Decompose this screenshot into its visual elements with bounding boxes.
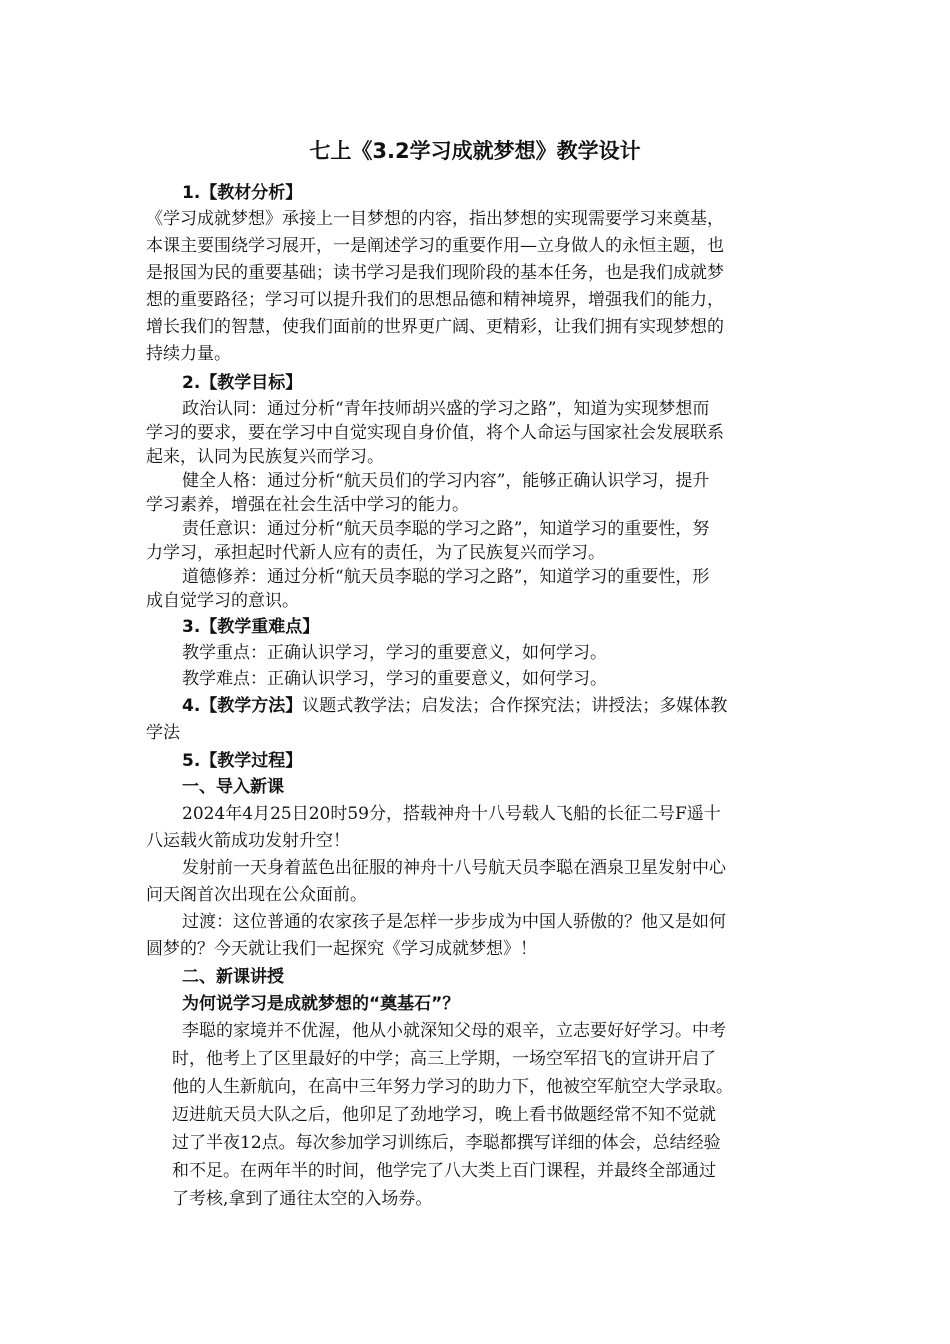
paragraph-line: 教学难点：正确认识学习，学习的重要意义，如何学习。 [182,669,607,689]
paragraph-line: 了考核,拿到了通往太空的入场券。 [172,1189,433,1209]
paragraph-line: 持续力量。 [146,344,231,364]
paragraph-line: 责任意识：通过分析“航天员李聪的学习之路”，知道学习的重要性，努 [182,519,710,539]
teaching-methods-text: 议题式教学法；启发法；合作探究法；讲授法；多媒体教 [302,696,728,716]
subheading-introduction: 一、导入新课 [182,777,284,797]
paragraph-line: 八运载火箭成功发射升空！ [146,831,350,851]
paragraph-line: 和不足。在两年半的时间，他学完了八大类上百门课程，并最终全部通过 [172,1161,716,1181]
section-heading-key-difficult-points: 3.【教学重难点】 [182,617,320,637]
document-title: 七上《3.2学习成就梦想》教学设计 [309,139,641,163]
paragraph-line: 道德修养：通过分析“航天员李聪的学习之路”，知道学习的重要性，形 [182,567,710,587]
paragraph-line: 过渡：这位普通的农家孩子是怎样一步步成为中国人骄傲的？他又是如何 [182,912,726,932]
paragraph-line: 教学重点：正确认识学习，学习的重要意义，如何学习。 [182,643,607,663]
paragraph-line: 是报国为民的重要基础；读书学习是我们现阶段的基本任务，也是我们成就梦 [146,263,724,283]
paragraph-line: 政治认同：通过分析“青年技师胡兴盛的学习之路”，知道为实现梦想而 [182,399,710,419]
paragraph-line: 问天阁首次出现在公众面前。 [146,885,367,905]
paragraph-line: 成自觉学习的意识。 [146,591,299,611]
paragraph-line: 学习的要求，要在学习中自觉实现自身价值，将个人命运与国家社会发展联系 [146,423,724,443]
paragraph-line: 过了半夜12点。每次参加学习训练后，李聪都撰写详细的体会，总结经验 [172,1133,721,1153]
section-heading-teaching-methods [182,693,727,719]
paragraph-line: 迈进航天员大队之后，他卯足了劲地学习，晚上看书做题经常不知不觉就 [172,1105,716,1125]
paragraph-line: 《学习成就梦想》承接上一目梦想的内容，指出梦想的实现需要学习来奠基， [146,209,724,229]
section-heading-teaching-process: 5.【教学过程】 [182,751,303,771]
question-heading: 为何说学习是成就梦想的“奠基石”？ [182,994,460,1014]
subheading-new-lesson: 二、新课讲授 [182,967,284,987]
section-heading-teaching-goals: 2.【教学目标】 [182,373,303,393]
paragraph-line: 学习素养，增强在社会生活中学习的能力。 [146,495,469,515]
paragraph-line: 学法 [146,723,180,743]
paragraph-line: 起来，认同为民族复兴而学习。 [146,447,384,467]
section-heading-textbook-analysis: 1.【教材分析】 [182,183,303,203]
paragraph-line: 时，他考上了区里最好的中学；高三上学期，一场空军招飞的宣讲开启了 [172,1049,716,1069]
paragraph-line: 2024年4月25日20时59分，搭载神舟十八号载人飞船的长征二号F遥十 [182,804,721,824]
paragraph-line: 本课主要围绕学习展开，一是阐述学习的重要作用—立身做人的永恒主题，也 [146,236,724,256]
paragraph-line: 力学习，承担起时代新人应有的责任，为了民族复兴而学习。 [146,543,605,563]
paragraph-line: 想的重要路径；学习可以提升我们的思想品德和精神境界，增强我们的能力， [146,290,724,310]
paragraph-line: 他的人生新航向，在高中三年努力学习的助力下，他被空军航空大学录取。 [172,1077,733,1097]
paragraph-line: 健全人格：通过分析“航天员们的学习内容”，能够正确认识学习，提升 [182,471,710,491]
section-heading-label: 4.【教学方法】 [182,696,303,716]
paragraph-line: 发射前一天身着蓝色出征服的神舟十八号航天员李聪在酒泉卫星发射中心 [182,858,726,878]
paragraph-line: 李聪的家境并不优渥，他从小就深知父母的艰辛，立志要好好学习。中考 [182,1021,726,1041]
paragraph-line: 圆梦的？今天就让我们一起探究《学习成就梦想》！ [146,939,537,959]
paragraph-line: 增长我们的智慧，使我们面前的世界更广阔、更精彩，让我们拥有实现梦想的 [146,317,724,337]
